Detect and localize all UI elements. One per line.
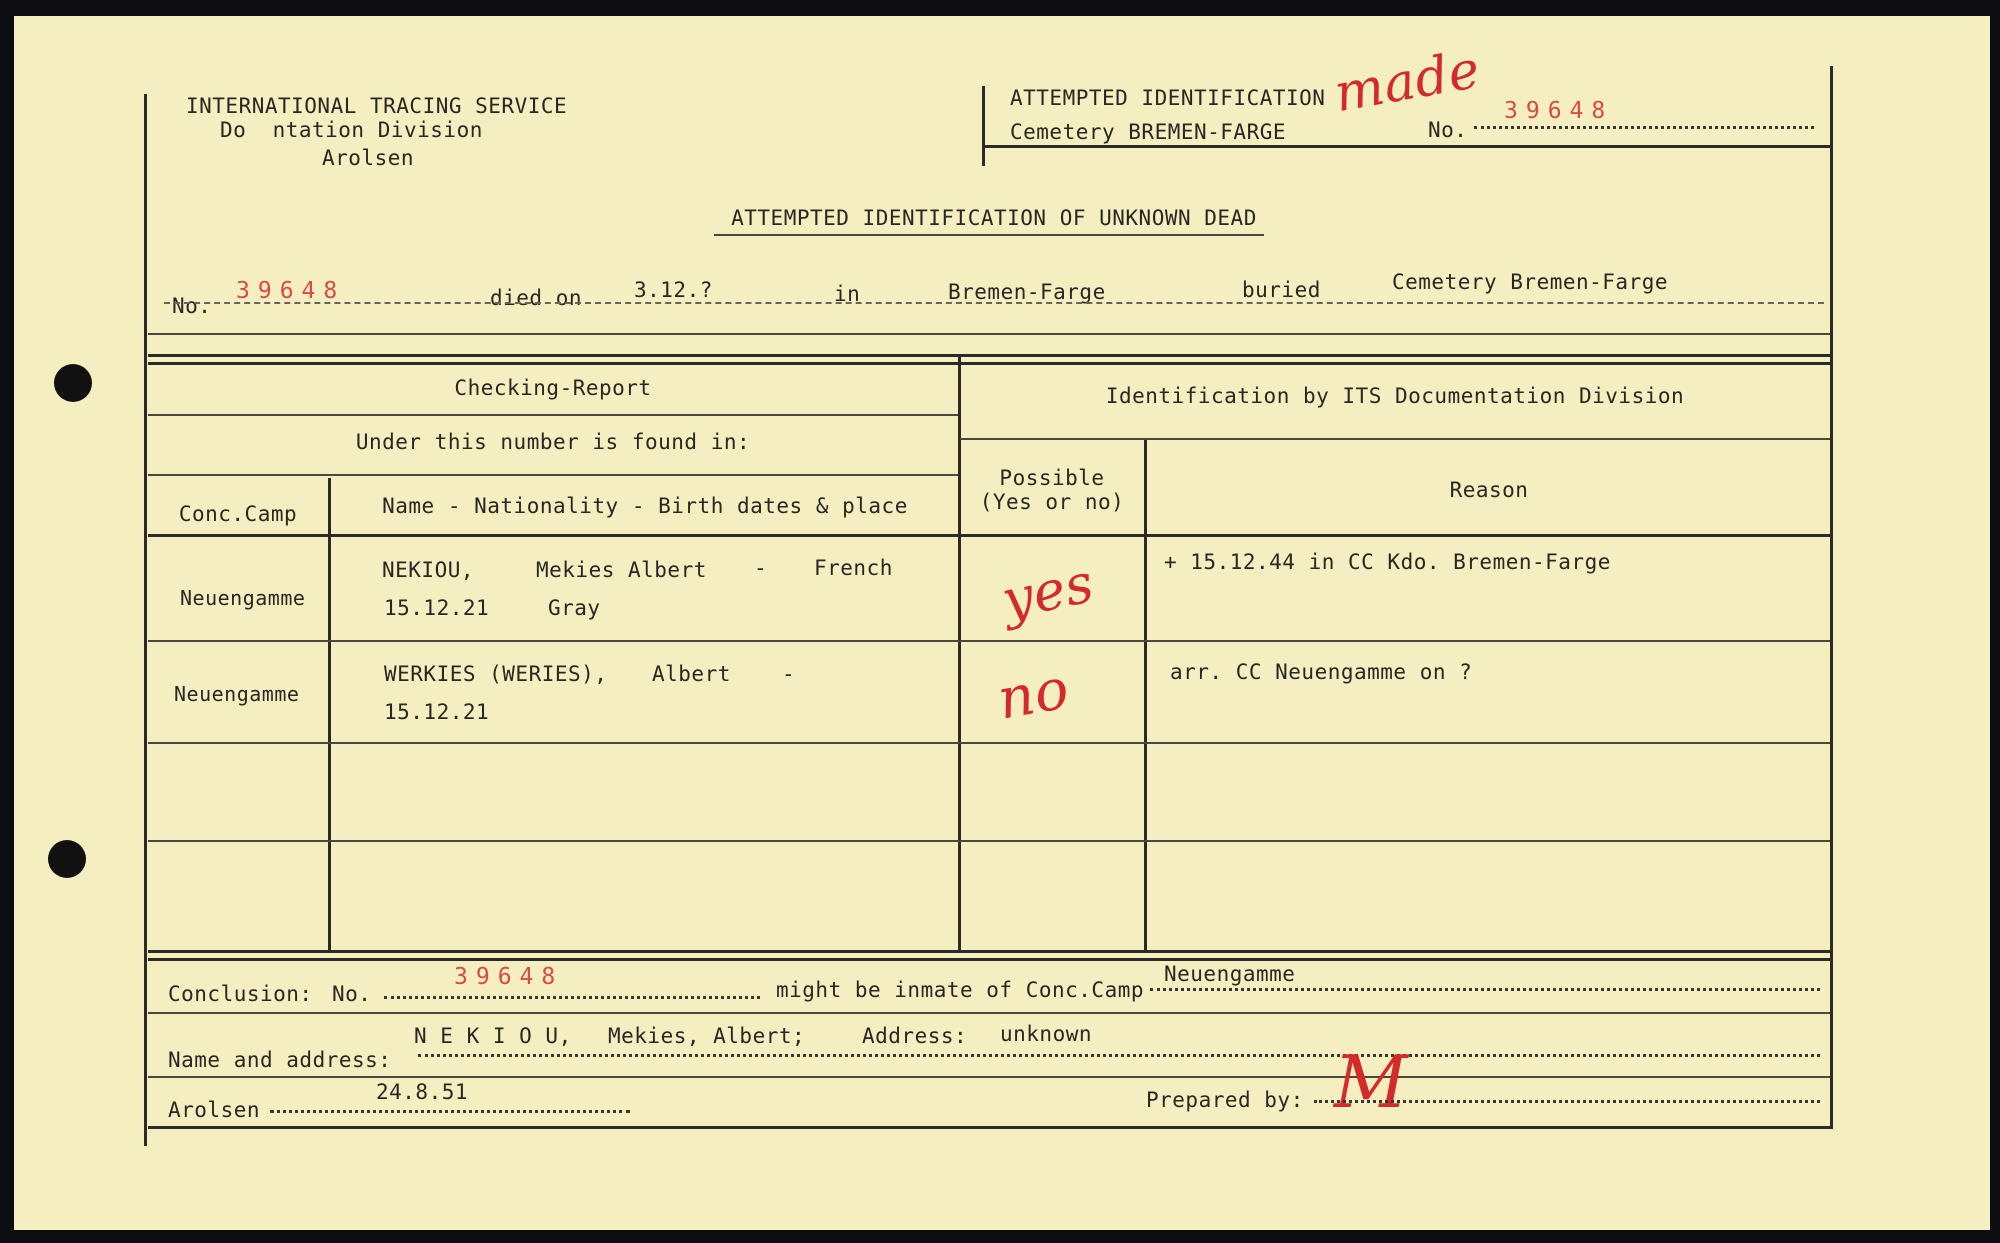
identification-header: Identification by ITS Documentation Division <box>1105 384 1685 408</box>
row2-name-surname: WERKIES (WERIES), <box>384 662 608 686</box>
handwritten-made: made <box>1329 39 1485 125</box>
table-name-divider <box>328 478 331 952</box>
punch-hole-top <box>54 364 92 402</box>
frame-bottom <box>148 1126 1833 1129</box>
checking-subheader-rule <box>148 474 958 476</box>
header-box-no-label: No. <box>1428 118 1468 142</box>
row1-possible: yes <box>996 551 1100 632</box>
row2-birthdate: 15.12.21 <box>384 700 490 724</box>
name-address-dots <box>418 1054 1820 1057</box>
conclusion-camp-value: Neuengamme <box>1164 962 1296 986</box>
info-in-value: Bremen-Farge <box>948 280 1106 304</box>
info-died-value: 3.12.? <box>634 278 713 302</box>
info-in-label: in <box>834 282 861 306</box>
org-city: Arolsen <box>322 146 415 170</box>
address-label: Address: <box>862 1024 968 1048</box>
table-reason-divider <box>1144 440 1147 950</box>
row1-name-surname: NEKIOU, <box>382 558 475 582</box>
table-bottom-rule <box>148 950 1830 953</box>
row1-rule <box>148 640 1830 642</box>
org-division: Do ntation Division <box>220 118 483 142</box>
name-address-label: Name and address: <box>168 1048 392 1072</box>
row1-name-given: Mekies Albert <box>536 558 707 582</box>
prepared-by-label: Prepared by: <box>1146 1088 1304 1112</box>
col-possible-1: Possible <box>999 466 1105 490</box>
info-rule <box>148 333 1830 335</box>
table-top-rule-2 <box>148 362 1830 365</box>
header-box-no-value: 39648 <box>1504 98 1614 124</box>
table-top-rule <box>148 354 1830 357</box>
row2-name-given: Albert <box>652 662 731 686</box>
col-name: Name - Nationality - Birth dates & place <box>382 494 908 518</box>
header-box-cemetery: Cemetery BREMEN-FARGE <box>1010 120 1287 144</box>
row1-reason: + 15.12.44 in CC Kdo. Bremen-Farge <box>1164 550 1611 574</box>
col-header-rule <box>148 534 1830 537</box>
checking-report-header: Checking-Report <box>454 376 652 400</box>
conclusion-might-text: might be inmate of Conc.Camp <box>776 978 1145 1002</box>
name-address-surname: N E K I O U, <box>414 1024 572 1048</box>
document-title: ATTEMPTED IDENTIFICATION OF UNKNOWN DEAD <box>731 206 1257 230</box>
identification-header-rule <box>960 438 1830 440</box>
table-bottom-rule-2 <box>148 958 1830 961</box>
info-died-label: died on <box>490 286 583 310</box>
row1-camp: Neuengamme <box>180 586 306 610</box>
row2-reason: arr. CC Neuengamme on ? <box>1170 660 1473 684</box>
header-box-no-dots <box>1474 126 1814 129</box>
prepared-by-signature: M <box>1334 1040 1409 1124</box>
col-reason: Reason <box>1449 478 1529 502</box>
row2-name-dash: - <box>782 662 796 686</box>
title-underline <box>714 234 1264 236</box>
date-value: 24.8.51 <box>376 1080 469 1104</box>
row2-rule <box>148 742 1830 744</box>
row1-name-dash: - <box>754 556 768 580</box>
info-no-label: No. <box>172 294 212 318</box>
header-box-bottom <box>982 145 1832 148</box>
table-mid-divider <box>958 356 961 950</box>
row1-birthplace: Gray <box>548 596 601 620</box>
header-box-title: ATTEMPTED IDENTIFICATION <box>1010 86 1326 110</box>
conclusion-no-label: No. <box>332 982 372 1006</box>
info-buried-label: buried <box>1242 278 1321 302</box>
row3-rule <box>148 840 1830 842</box>
col-possible-2: (Yes or no) <box>979 490 1125 514</box>
frame-right <box>1830 66 1833 1126</box>
conclusion-no-value: 39648 <box>454 964 564 990</box>
name-address-given: Mekies, Albert; <box>608 1024 806 1048</box>
conclusion-rule <box>148 1012 1830 1014</box>
col-conc-camp: Conc.Camp <box>178 502 298 526</box>
address-value: unknown <box>1000 1022 1093 1046</box>
row1-nationality: French <box>814 556 893 580</box>
index-card <box>14 16 1990 1230</box>
checking-subheader: Under this number is found in: <box>355 430 751 454</box>
org-name: INTERNATIONAL TRACING SERVICE <box>186 94 568 118</box>
info-buried-value: Cemetery Bremen-Farge <box>1392 270 1669 294</box>
info-underline <box>164 302 1824 304</box>
row2-camp: Neuengamme <box>174 682 300 706</box>
header-box-left <box>982 86 985 166</box>
date-dots <box>270 1110 630 1113</box>
checking-header-rule <box>148 414 958 416</box>
frame-left <box>144 94 147 1146</box>
conclusion-camp-dots <box>1150 988 1820 991</box>
conclusion-no-dots <box>384 996 760 999</box>
row2-possible: no <box>992 656 1074 733</box>
punch-hole-bottom <box>48 840 86 878</box>
name-address-rule <box>148 1076 1830 1078</box>
prepared-by-dots <box>1314 1100 1820 1103</box>
place-label: Arolsen <box>168 1098 261 1122</box>
info-no-value: 39648 <box>236 278 346 304</box>
conclusion-label: Conclusion: <box>168 982 313 1006</box>
row1-birthdate: 15.12.21 <box>384 596 490 620</box>
